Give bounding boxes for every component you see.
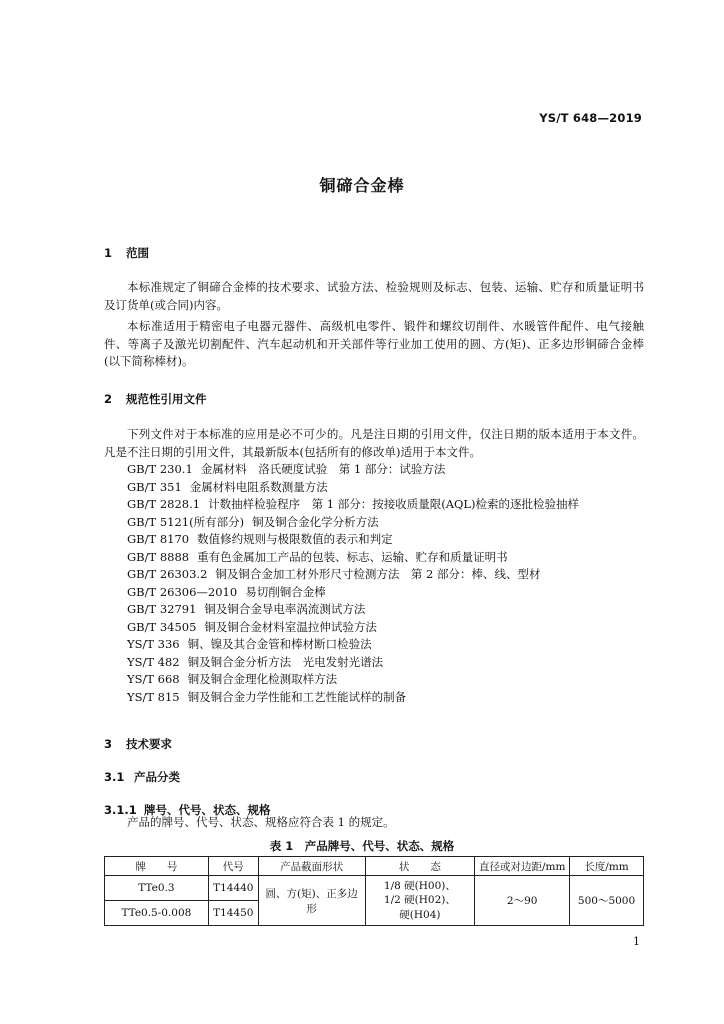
reference-item [127,584,647,602]
state-line: 1/8 硬(H00)、 [383,879,456,892]
reference-list [127,461,647,706]
reference-name: 铜及铜合金化学分析方法 [252,514,379,529]
section-number: 3.1 [104,770,125,784]
section-number: 3.1.1 [104,803,137,817]
reference-name: 铜及铜合金加工材外形尺寸检测方法 第 2 部分：棒、线、型材 [215,567,541,581]
document-title: 铜碲合金棒 [319,176,405,195]
reference-item [127,636,647,654]
reference-code: GB/T 2828.1 [127,497,201,511]
header-shape: 产品截面形状 [258,857,365,876]
section-number: 1 [104,246,113,260]
section-title: 牌号、代号、状态、规格 [144,803,271,817]
cell-grade: TTe0.5-0.008 [105,901,209,926]
reference-code: GB/T 32791 [127,602,197,616]
section-number: 3 [104,737,113,751]
section-2-heading [104,391,207,407]
reference-name: 计数抽样检验程序 第 1 部分：按接收质量限(AQL)检索的逐批检验抽样 [208,497,580,511]
reference-code: GB/T 26303.2 [127,567,208,581]
reference-name: 铜及铜合金分析方法 光电发射光谱法 [187,654,384,669]
reference-code: GB/T 34505 [127,619,197,634]
header-diameter: 直径或对边距/mm [475,857,570,876]
cell-code: T14440 [208,876,258,901]
reference-code: GB/T 26306—2010 [127,584,238,599]
reference-code: GB/T 8170 [127,532,190,546]
section-title: 产品分类 [134,770,180,784]
section-number: 2 [104,392,113,406]
section-3-1-heading [104,769,180,785]
reference-name: 铜及铜合金力学性能和工艺性能试样的制备 [187,689,407,704]
reference-item [127,479,647,497]
cell-shape: 圆、方(矩)、正多边形 [258,876,365,926]
reference-name: 金属材料电阻系数测量方法 [189,479,328,494]
reference-item [127,496,647,514]
header-state: 状 态 [365,857,475,876]
cell-code: T14450 [208,901,258,926]
reference-code: GB/T 8888 [127,549,190,564]
reference-code: GB/T 351 [127,479,182,494]
reference-name: 数值修约规则与极限数值的表示和判定 [197,532,393,546]
reference-code: YS/T 815 [127,689,180,704]
cell-length: 500～5000 [570,876,644,926]
page-number: 1 [633,935,640,948]
section-title: 范围 [126,246,149,260]
table-header-row [105,857,644,876]
table-row [105,876,644,901]
table-reference-sentence: 产品的牌号、代号、状态、规格应符合表 1 的规定。 [127,815,395,829]
reference-item [127,689,647,707]
cell-state [365,876,475,926]
reference-code: YS/T 668 [127,672,180,686]
reference-item [127,531,647,549]
reference-name: 铜及铜合金导电率涡流测试方法 [204,602,366,616]
reference-item [127,461,647,479]
reference-code: YS/T 336 [127,637,180,651]
section-title: 规范性引用文件 [126,392,207,406]
section-3-heading [104,736,172,752]
reference-name: 铜、镍及其合金管和棒材断口检验法 [187,637,372,651]
reference-code: GB/T 230.1 [127,462,193,476]
scope-paragraph-1: 本标准规定了铜碲合金棒的技术要求、试验方法、检验规则及标志、包装、运输、贮存和质量证明书及订货单(或合同)内容。 [104,280,644,312]
reference-code: YS/T 482 [127,654,180,669]
reference-name: 易切削铜合金棒 [245,584,326,599]
references-intro-paragraph: 下列文件对于本标准的应用是必不可少的。凡是注日期的引用文件，仅注日期的版本适用于本文件。凡是不注日期的引用文件，其最新版本(包括所有的修改单)适用于本文件。 [104,427,644,459]
section-title: 技术要求 [126,737,172,751]
reference-item [127,514,647,532]
reference-item [127,601,647,619]
reference-item [127,619,647,637]
header-length: 长度/mm [570,857,644,876]
reference-name: 铜及铜合金理化检测取样方法 [187,672,338,686]
product-spec-table [104,856,644,926]
header-grade: 牌 号 [105,857,209,876]
state-line: 1/2 硬(H02)、 [383,894,456,907]
scope-paragraph-2: 本标准适用于精密电子电器元器件、高级机电零件、锻件和螺纹切削件、水暖管件配件、电气接触件、等离子及激光切割配件、汽车起动机和开关部件等行业加工使用的圆、方(矩)、正多边形铜碲合金棒(以下简称棒材)。 [104,319,644,368]
reference-name: 铜及铜合金材料室温拉伸试验方法 [204,619,377,634]
reference-item [127,671,647,689]
reference-item [127,654,647,672]
section-1-heading [104,245,149,261]
reference-item [127,549,647,567]
reference-name: 重有色金属加工产品的包装、标志、运输、贮存和质量证明书 [197,549,508,564]
reference-item [127,566,647,584]
standard-code: YS/T 648—2019 [539,111,642,125]
header-code: 代号 [208,857,258,876]
cell-diameter: 2～90 [475,876,570,926]
state-line: 硬(H04) [399,908,441,921]
reference-name: 金属材料 洛氏硬度试验 第 1 部分：试验方法 [200,462,446,476]
table-1-caption: 表 1 产品牌号、代号、状态、规格 [269,839,455,853]
reference-code: GB/T 5121(所有部分) [127,514,245,529]
cell-grade: TTe0.3 [105,876,209,901]
